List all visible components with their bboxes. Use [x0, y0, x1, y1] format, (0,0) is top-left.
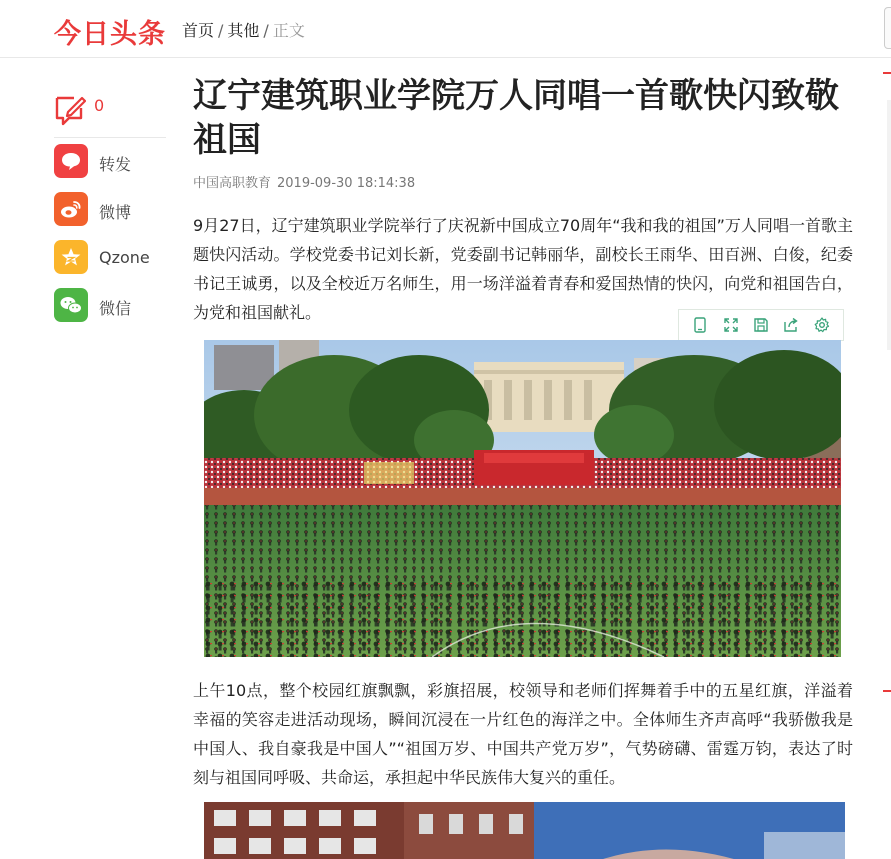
image-toolbar: [678, 309, 844, 341]
article-photo-flashmob[interactable]: [204, 340, 841, 657]
breadcrumb-category[interactable]: 其他: [227, 21, 260, 40]
wechat-icon: [54, 288, 88, 322]
search-box-edge[interactable]: [884, 7, 891, 49]
share-weibo[interactable]: [54, 186, 166, 234]
top-bar: [0, 0, 891, 58]
fullscreen-icon[interactable]: [722, 316, 740, 334]
article: [193, 74, 853, 787]
article-title: 辽宁建筑职业学院万人同唱一首歌快闪致敬祖国: [193, 76, 839, 160]
save-icon[interactable]: [752, 316, 770, 334]
share-repost[interactable]: [54, 138, 166, 186]
breadcrumb-separator: /: [263, 21, 269, 40]
share-rail: [54, 90, 166, 330]
share-label: 微信: [99, 299, 132, 318]
phone-icon[interactable]: [691, 316, 709, 334]
breadcrumb-current: 正文: [272, 21, 305, 40]
share-icon[interactable]: [782, 316, 800, 334]
comment-icon: [54, 92, 86, 126]
breadcrumb-separator: /: [218, 21, 224, 40]
share-label: 转发: [99, 155, 132, 174]
share-label: Qzone: [99, 248, 150, 267]
article-meta: [193, 172, 853, 191]
qzone-icon: [54, 240, 88, 274]
toutiao-logo[interactable]: 今日头条: [54, 19, 166, 50]
article-source[interactable]: 中国高职教育: [193, 176, 272, 191]
share-wechat[interactable]: [54, 282, 166, 330]
comment-count: 0: [94, 96, 105, 115]
share-label: 微博: [99, 203, 132, 222]
breadcrumb-home[interactable]: 首页: [182, 21, 215, 40]
settings-icon[interactable]: [813, 316, 831, 334]
comment-button[interactable]: [54, 90, 166, 138]
right-column-edge: [887, 100, 891, 350]
repost-icon: [54, 144, 88, 178]
article-paragraph: 9月27日，辽宁建筑职业学院举行了庆祝新中国成立70周年“我和我的祖国”万人同唱一首歌主题快闪活动。学校党委书记刘长新，党委副书记韩丽华，副校长王雨华、田百洲、白俊，纪委书记王诚勇，以及全校近万名师生，用一场洋溢着青春和爱国热情的快闪，向党和祖国告白，为党和祖国献礼。: [193, 216, 853, 322]
right-panel-marker: [883, 72, 891, 74]
article-time: 2019-09-30 18:14:38: [277, 176, 416, 191]
breadcrumb: [182, 18, 305, 41]
weibo-icon: [54, 192, 88, 226]
article-paragraph: 上午10点，整个校园红旗飘飘，彩旗招展，校领导和老师们挥舞着手中的五星红旗，洋溢着幸福的笑容走进活动现场，瞬间沉浸在一片红色的海洋之中。全体师生齐声高呼“我骄傲我是中国人、我自豪我是中国人”“祖国万岁、中国共产党万岁”，气势磅礴、雷霆万钧，表达了时刻与祖国同呼吸、共命运，承担起中华民族伟大复兴的重任。: [193, 681, 853, 787]
share-qzone[interactable]: [54, 234, 166, 282]
article-photo-campus[interactable]: [204, 802, 845, 859]
right-panel-marker: [883, 690, 891, 692]
